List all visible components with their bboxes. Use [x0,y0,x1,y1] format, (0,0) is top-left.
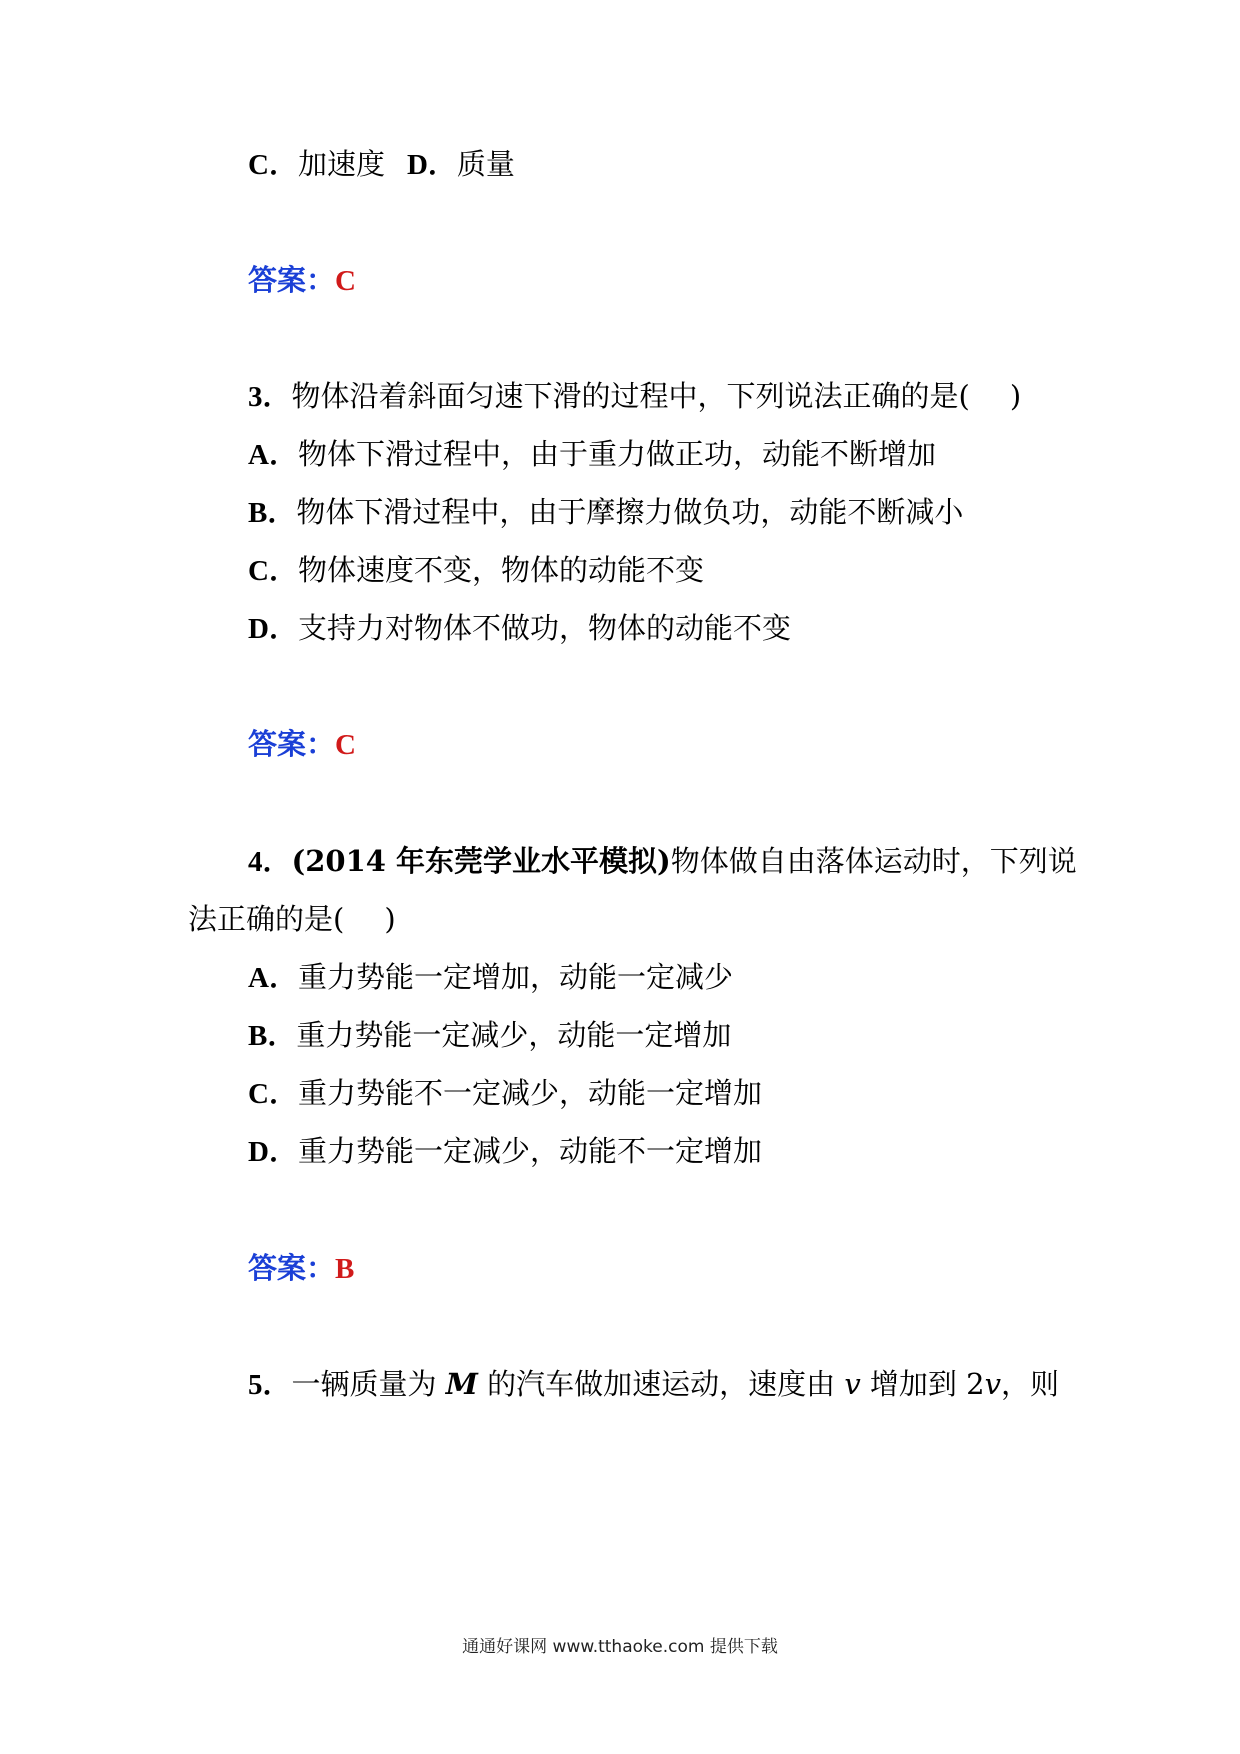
option-label: B． [248,1020,297,1052]
q3-option-d [248,610,791,647]
answer-q2 [248,262,356,299]
question-5-stem [248,1366,1059,1403]
option-label: C． [248,1078,298,1110]
question-3-stem [248,378,1021,415]
option-text: 物体下滑过程中，由于重力做正功，动能不断增加 [297,437,936,471]
question-number: 3． [248,381,292,413]
question-number: 4． [248,846,292,878]
answer-value: C [335,729,356,761]
answer-q3 [248,726,356,763]
question-text: 增加到 2 [869,1367,985,1401]
option-label: D． [248,1136,298,1168]
question-paren-close: ) [1009,379,1022,413]
variable-M: M [445,1367,478,1401]
question-source: (2014 年东莞学业水平模拟) [291,844,671,878]
question-4-stem-line2 [188,901,396,937]
variable-v: v [984,1367,1001,1401]
question-4-stem-line1 [248,843,1077,880]
option-text: 重力势能一定增加，动能一定减少 [297,960,733,994]
option-label: C． [248,555,298,587]
question-text: 一辆质量为 [291,1367,437,1401]
question-number: 5． [248,1369,292,1401]
q2-options-cd [248,146,515,183]
option-label: A． [248,439,298,471]
q4-option-b [248,1017,731,1054]
answer-q4 [248,1250,354,1287]
question-text: ，则 [1000,1367,1059,1401]
option-text: 物体速度不变，物体的动能不变 [297,553,704,587]
option-label: C． [248,149,298,181]
option-text: 重力势能不一定减少，动能一定增加 [297,1076,762,1110]
option-text: 加速度 [297,147,385,181]
option-text: 重力势能一定减少，动能一定增加 [296,1018,732,1052]
answer-value: B [335,1253,355,1285]
option-text: 支持力对物体不做功，物体的动能不变 [297,611,791,645]
option-text: 质量 [456,147,515,181]
option-label: A． [248,962,298,994]
question-text: 的汽车做加速运动，速度由 [487,1367,836,1401]
question-paren-close: ) [384,902,396,936]
option-label: B． [248,497,297,529]
option-text: 重力势能一定减少，动能不一定增加 [297,1134,762,1168]
option-label: D． [406,149,457,181]
question-text: 物体做自由落体运动时，下列说 [670,844,1077,878]
q3-option-b [248,494,963,531]
q4-option-d [248,1133,762,1170]
q3-option-c [248,552,704,589]
question-text: 法正确的是( [188,902,345,936]
question-text: 物体沿着斜面匀速下滑的过程中，下列说法正确的是( [291,379,970,413]
answer-label: 答案： [248,263,336,297]
option-text: 物体下滑过程中，由于摩擦力做负功，动能不断减小 [296,495,964,529]
answer-value: C [335,265,356,297]
option-label: D． [248,613,298,645]
answer-label: 答案： [248,1251,336,1285]
answer-label: 答案： [248,727,336,761]
page-footer: 通通好课网 www.tthaoke.com 提供下载 [462,1637,778,1657]
variable-v: v [844,1367,861,1401]
q3-option-a [248,436,936,473]
q4-option-a [248,959,733,996]
q4-option-c [248,1075,762,1112]
